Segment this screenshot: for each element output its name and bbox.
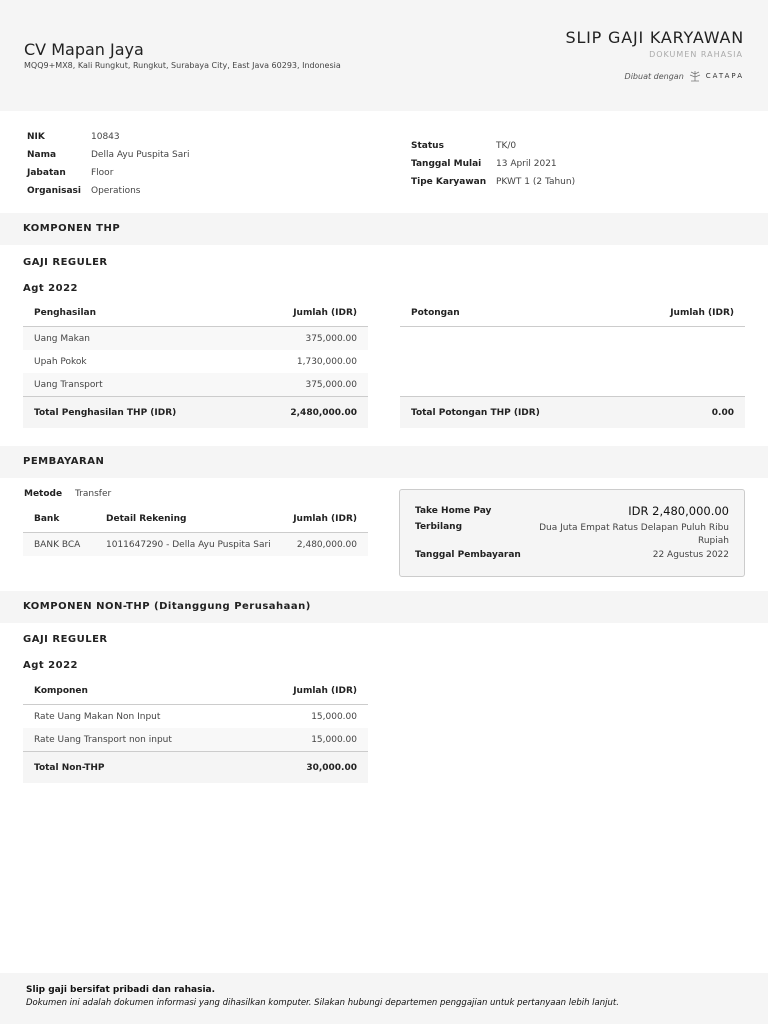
payment-date-row	[415, 550, 729, 560]
section-title: PEMBAYARAN	[23, 456, 105, 467]
column-header: Komponen	[34, 685, 88, 696]
section-payment	[0, 446, 768, 478]
table-row	[23, 350, 368, 373]
component-amount: 15,000.00	[311, 734, 357, 745]
words-value	[539, 522, 729, 548]
slip-header	[0, 0, 768, 111]
words-line-2: Rupiah	[698, 536, 729, 546]
total-value: 0.00	[711, 407, 734, 418]
section-thp	[0, 213, 768, 245]
non-thp-table-header	[23, 677, 368, 705]
thp-subheading: GAJI REGULER	[23, 257, 108, 268]
payment-date-label: Tanggal Pembayaran	[415, 550, 521, 560]
deductions-total-row	[400, 396, 745, 428]
deductions-table-header	[400, 299, 745, 327]
earnings-total-row	[23, 396, 368, 428]
transfer-amount: 2,480,000.00	[296, 539, 357, 550]
footer-disclaimer: Dokumen ini adalah dokumen informasi yang dihasilkan komputer. Silakan hubungi departemen penggajian untuk pertanyaan lebih lanjut.	[26, 998, 619, 1008]
info-row-tanggal-mulai	[411, 155, 575, 173]
section-title: KOMPONEN NON-THP (Ditanggung Perusahaan)	[23, 601, 311, 612]
earning-name: Upah Pokok	[34, 356, 87, 367]
non-thp-total-row	[23, 751, 368, 783]
earning-amount: 375,000.00	[305, 333, 357, 344]
made-by-label: Dibuat dengan	[624, 71, 684, 81]
info-value: TK/0	[496, 141, 517, 151]
info-row-jabatan	[27, 164, 190, 182]
info-label: Tipe Karyawan	[411, 177, 487, 187]
payment-date-value: 22 Agustus 2022	[652, 550, 729, 560]
footer-confidential-note: Slip gaji bersifat pribadi dan rahasia.	[26, 985, 216, 995]
column-header: Bank	[34, 513, 60, 524]
table-row	[23, 327, 368, 350]
info-value: Operations	[91, 186, 141, 196]
total-value: 30,000.00	[306, 762, 357, 773]
column-header: Jumlah (IDR)	[670, 307, 734, 318]
bank-table-header	[23, 505, 368, 533]
thp-value: IDR 2,480,000.00	[628, 504, 729, 518]
earning-name: Uang Transport	[34, 379, 103, 390]
company-name: CV Mapan Jaya	[24, 40, 144, 59]
table-row	[23, 533, 368, 556]
info-label: Tanggal Mulai	[411, 159, 482, 169]
catapa-logo-text: CATAPA	[705, 72, 744, 80]
account-detail: 1011647290 - Della Ayu Puspita Sari	[106, 539, 271, 550]
info-value: 13 April 2021	[496, 159, 557, 169]
component-name: Rate Uang Transport non input	[34, 734, 172, 745]
earnings-table-header	[23, 299, 368, 327]
earnings-table	[23, 299, 368, 428]
take-home-pay-box	[399, 489, 745, 577]
non-thp-table	[23, 677, 368, 783]
deductions-empty-body	[400, 327, 745, 396]
info-label: Organisasi	[27, 186, 81, 196]
earning-amount: 375,000.00	[305, 379, 357, 390]
non-thp-period: Agt 2022	[23, 660, 78, 671]
thp-row	[415, 504, 729, 518]
table-row	[23, 728, 368, 751]
section-title: KOMPONEN THP	[23, 223, 121, 234]
words-line-1: Dua Juta Empat Ratus Delapan Puluh Ribu	[539, 523, 729, 533]
info-value: Floor	[91, 168, 114, 178]
thp-period: Agt 2022	[23, 283, 78, 294]
company-address: MQQ9+MX8, Kali Rungkut, Rungkut, Surabaya City, East Java 60293, Indonesia	[24, 61, 341, 70]
document-subtitle: DOKUMEN RAHASIA	[649, 50, 743, 59]
earning-name: Uang Makan	[34, 333, 90, 344]
earning-amount: 1,730,000.00	[296, 356, 357, 367]
deductions-table	[400, 299, 745, 428]
payment-method	[24, 489, 111, 499]
component-name: Rate Uang Makan Non Input	[34, 711, 161, 722]
total-label: Total Potongan THP (IDR)	[411, 407, 540, 418]
info-value: 10843	[91, 132, 120, 142]
column-header: Jumlah (IDR)	[293, 513, 357, 524]
catapa-logo-icon	[688, 70, 702, 82]
non-thp-subheading: GAJI REGULER	[23, 634, 108, 645]
component-amount: 15,000.00	[311, 711, 357, 722]
total-label: Total Penghasilan THP (IDR)	[34, 407, 177, 418]
info-row-status	[411, 137, 575, 155]
words-row	[415, 522, 729, 548]
info-row-nama	[27, 146, 190, 164]
total-label: Total Non-THP	[34, 762, 105, 773]
words-label: Terbilang	[415, 522, 463, 532]
employee-info-right	[411, 137, 575, 191]
column-header: Potongan	[411, 307, 460, 318]
made-by	[625, 70, 744, 82]
employee-info-left	[27, 128, 190, 200]
total-value: 2,480,000.00	[290, 407, 357, 418]
payment-method-value: Transfer	[75, 489, 112, 499]
info-value: Della Ayu Puspita Sari	[91, 150, 190, 160]
table-row	[23, 373, 368, 396]
bank-table	[23, 505, 368, 556]
column-header: Penghasilan	[34, 307, 97, 318]
info-label: Nama	[27, 150, 57, 160]
payment-method-label: Metode	[24, 489, 63, 499]
bank-name: BANK BCA	[34, 539, 81, 550]
slip-footer	[0, 973, 768, 1024]
table-row	[23, 705, 368, 728]
info-value: PKWT 1 (2 Tahun)	[496, 177, 576, 187]
section-non-thp	[0, 591, 768, 623]
document-title: SLIP GAJI KARYAWAN	[565, 28, 744, 47]
info-label: Status	[411, 141, 444, 151]
thp-label: Take Home Pay	[415, 506, 492, 516]
info-label: Jabatan	[27, 168, 66, 178]
info-row-tipe-karyawan	[411, 173, 575, 191]
column-header: Detail Rekening	[106, 513, 187, 524]
info-row-organisasi	[27, 182, 190, 200]
column-header: Jumlah (IDR)	[293, 685, 357, 696]
column-header: Jumlah (IDR)	[293, 307, 357, 318]
info-label: NIK	[27, 132, 45, 142]
info-row-nik	[27, 128, 190, 146]
